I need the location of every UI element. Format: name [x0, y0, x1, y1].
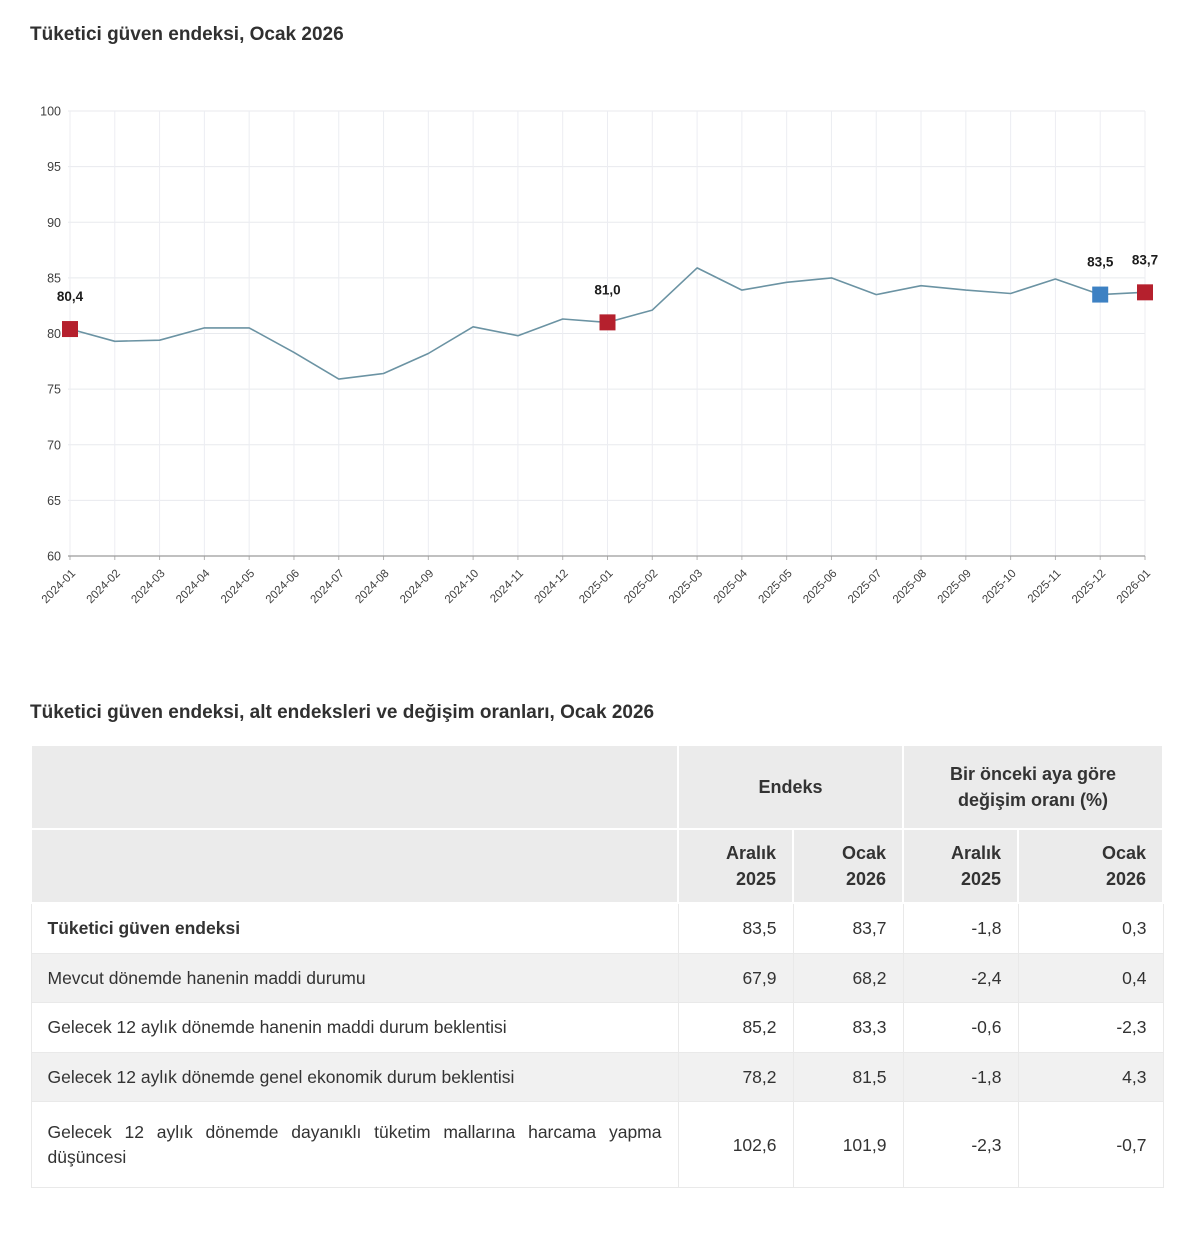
table-body	[31, 903, 1163, 1188]
row-label-0: Tüketici güven endeksi	[31, 903, 678, 953]
y-tick-label: 70	[47, 438, 61, 453]
point-label-2026-01: 83,7	[1131, 252, 1159, 268]
marker-2026-01	[1137, 284, 1153, 300]
marker-2025-01	[600, 314, 616, 330]
subheader-line1: Ocak	[841, 843, 886, 864]
subheader-line1: Aralık	[950, 843, 1001, 864]
point-label-2024-01: 80,4	[56, 289, 84, 305]
subheader-line2: 2025	[960, 869, 1001, 890]
x-tick-label: 2025-08	[890, 567, 930, 606]
table-header	[31, 745, 1163, 903]
y-tick-label: 60	[47, 549, 61, 564]
y-tick-label: 80	[47, 327, 61, 341]
y-tick-label: 90	[47, 215, 61, 230]
cell-2-2: 83,3	[793, 1003, 903, 1053]
table-row	[31, 1003, 1163, 1053]
subheader-line1: Ocak	[1101, 843, 1146, 864]
cell-4-2: 101,9	[793, 1102, 903, 1188]
row-label-3: Gelecek 12 aylık dönemde genel ekonomik durum beklentisi	[31, 1052, 678, 1102]
subheader-col-2	[793, 829, 903, 903]
x-tick-label: 2025-12	[1069, 567, 1109, 606]
cell-2-4: -2,3	[1018, 1003, 1163, 1053]
cell-1-3: -2,4	[903, 953, 1018, 1003]
x-tick-label: 2025-04	[711, 567, 750, 606]
subheader-col-4	[1018, 829, 1163, 903]
table-row	[31, 1052, 1163, 1102]
x-tick-label: 2024-12	[532, 567, 571, 606]
x-tick-label: 2024-10	[442, 567, 482, 606]
cell-1-2: 68,2	[793, 953, 903, 1003]
cell-4-4: -0,7	[1018, 1102, 1163, 1188]
row-label-4: Gelecek 12 aylık dönemde dayanıklı tüketim mallarına harcama yapma düşüncesi	[31, 1102, 678, 1188]
x-tick-label: 2025-11	[1025, 567, 1064, 606]
table-row	[31, 903, 1163, 953]
col-group-1: Endeks	[678, 745, 903, 829]
row-label-2: Gelecek 12 aylık dönemde hanenin maddi durum beklentisi	[31, 1003, 678, 1053]
cell-0-1: 83,5	[678, 903, 793, 953]
y-tick-label: 100	[40, 104, 61, 119]
cell-3-4: 4,3	[1018, 1052, 1163, 1102]
table-corner-cell-2	[31, 829, 678, 903]
subheader-col-1	[678, 829, 793, 903]
subheader-line2: 2025	[735, 869, 776, 890]
marker-2024-01	[62, 321, 78, 337]
cell-0-2: 83,7	[793, 903, 903, 953]
subheader-line2: 2026	[845, 869, 886, 890]
subheader-line2: 2026	[1105, 869, 1146, 890]
y-tick-label: 85	[47, 271, 61, 286]
x-tick-label: 2024-02	[84, 567, 123, 606]
point-label-2025-01: 81,0	[594, 282, 621, 298]
table-row	[31, 1102, 1163, 1188]
x-tick-label: 2025-06	[801, 567, 840, 606]
y-tick-label: 95	[47, 160, 61, 175]
x-tick-label: 2024-07	[308, 567, 347, 606]
consumer-confidence-line-chart	[0, 85, 1200, 650]
x-tick-label: 2025-09	[935, 567, 974, 606]
x-tick-label: 2025-07	[846, 567, 885, 606]
cell-3-1: 78,2	[678, 1052, 793, 1102]
x-tick-label: 2025-02	[622, 567, 661, 606]
cell-2-1: 85,2	[678, 1003, 793, 1053]
cell-1-4: 0,4	[1018, 953, 1163, 1003]
y-tick-label: 75	[47, 382, 61, 397]
x-tick-label: 2025-05	[756, 567, 795, 606]
cell-2-3: -0,6	[903, 1003, 1018, 1053]
cell-0-4: 0,3	[1018, 903, 1163, 953]
cell-4-3: -2,3	[903, 1102, 1018, 1188]
point-label-2025-12: 83,5	[1087, 254, 1114, 270]
header-group-row	[31, 745, 1163, 829]
x-tick-label: 2024-05	[218, 567, 258, 606]
x-tick-label: 2024-11	[488, 567, 527, 606]
cell-3-3: -1,8	[903, 1052, 1018, 1102]
cell-4-1: 102,6	[678, 1102, 793, 1188]
x-tick-label: 2024-01	[39, 567, 79, 606]
cell-1-1: 67,9	[678, 953, 793, 1003]
subheader-col-3	[903, 829, 1018, 903]
x-tick-label: 2024-09	[398, 567, 437, 606]
x-tick-label: 2024-03	[129, 567, 168, 606]
row-label-1: Mevcut dönemde hanenin maddi durumu	[31, 953, 678, 1003]
x-tick-label: 2025-03	[666, 567, 706, 606]
cell-0-3: -1,8	[903, 903, 1018, 953]
index-table	[30, 744, 1164, 1188]
subheader-line1: Aralık	[725, 843, 776, 864]
col-group-2: Bir önceki aya göre değişim oranı (%)	[903, 745, 1163, 829]
header-sub-row	[31, 829, 1163, 903]
x-tick-label: 2026-01	[1114, 567, 1154, 606]
marker-2025-12	[1092, 287, 1108, 303]
table-row	[31, 953, 1163, 1003]
y-tick-label: 65	[47, 493, 61, 508]
x-tick-label: 2024-04	[174, 567, 213, 606]
table-title: Tüketici güven endeksi, alt endeksleri ve değişim oranları, Ocak 2026	[30, 702, 655, 723]
cell-3-2: 81,5	[793, 1052, 903, 1102]
x-tick-label: 2024-08	[353, 567, 392, 606]
x-tick-label: 2025-01	[577, 567, 616, 606]
table-corner-cell	[31, 745, 678, 829]
chart-title: Tüketici güven endeksi, Ocak 2026	[30, 24, 344, 45]
x-tick-label: 2025-10	[980, 567, 1019, 606]
x-tick-label: 2024-06	[263, 567, 303, 606]
